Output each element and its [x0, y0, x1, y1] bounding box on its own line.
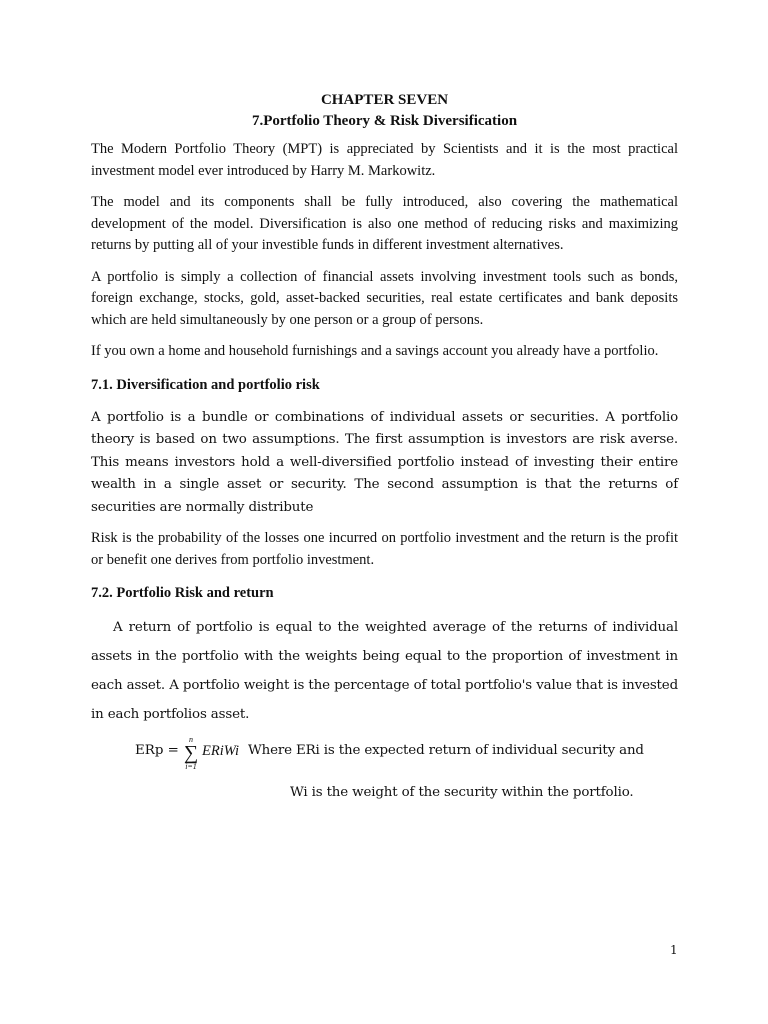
portfolio-return-formula [91, 735, 678, 781]
section-1-paragraph-2: Risk is the probability of the losses one incurred on portfolio investment and the return is the profit or benefit one derives from portfolio investment. [91, 530, 678, 568]
summation-lower-limit: i=1 [185, 762, 197, 772]
intro-paragraph-2: The model and its components shall be fully introduced, also covering the mathematical development of the model. Diversification is also one method of reducing risks and maximizing returns by putting all of your investible funds in different investment alternatives. [91, 194, 678, 253]
document-page [91, 90, 678, 800]
intro-paragraph-3: A portfolio is simply a collection of financial assets involving investment tools such as bonds, foreign exchange, stocks, gold, asset-backed securities, real estate certificates and bank deposits which are held simultaneously by one person or a group of persons. [91, 268, 678, 328]
formula-lhs: ERp = [135, 743, 179, 759]
section-1-paragraph-1: A portfolio is a bundle or combinations of individual assets or securities. A portfolio theory is based on two assumptions. The first assumption is investors are risk averse. This means investors hold a well-diversified portfolio instead of investing their entire wealth in a single asset or security. The second assumption is that the returns of securities are normally distribute [91, 409, 678, 515]
section-1-heading: 7.1. Diversification and portfolio risk [91, 376, 320, 393]
page-number: 1 [670, 943, 678, 957]
formula-term: ERiWi [202, 743, 240, 760]
intro-paragraph-1: The Modern Portfolio Theory (MPT) is appreciated by Scientists and it is the most practical investment model ever introduced by Harry M. Markowitz. [91, 141, 678, 179]
section-2-heading: 7.2. Portfolio Risk and return [91, 585, 274, 602]
summation-symbol [183, 735, 199, 771]
formula-explanation-line-2: Wi is the weight of the security within the portfolio. [290, 785, 634, 801]
summation-upper-limit: n [189, 735, 193, 745]
chapter-title: 7.Portfolio Theory & Risk Diversification [251, 113, 518, 129]
chapter-label: CHAPTER SEVEN [320, 92, 449, 108]
formula-explanation-line-1: Where ERi is the expected return of individual security and [248, 743, 644, 759]
sigma-glyph: ∑ [183, 742, 199, 765]
intro-paragraph-4: If you own a home and household furnishings and a savings account you already have a portfolio. [91, 343, 659, 359]
section-2-paragraph-1: A return of portfolio is equal to the weighted average of the returns of individual assets in the portfolio with the weights being equal to the proportion of investment in each asset. A portfolio weight is the percentage of total portfolio's value that is invested in each portfolios asset. [91, 620, 678, 723]
